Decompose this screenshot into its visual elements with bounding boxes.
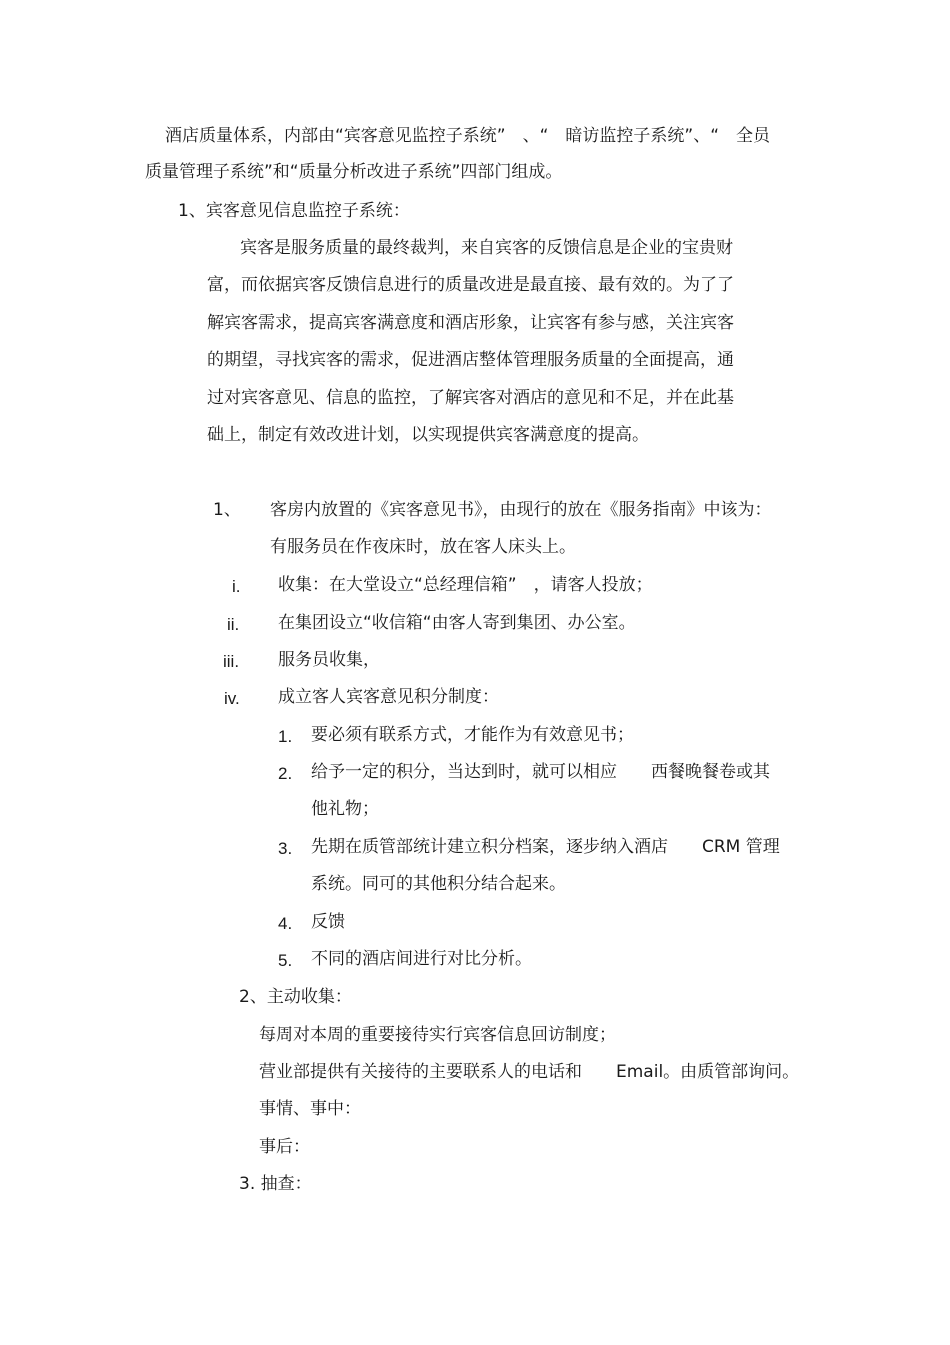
point-text-continued: 他礼物； <box>311 799 379 819</box>
sub-item-text: 在集团设立“收信箱“由客人寄到集团、办公室。 <box>278 613 636 633</box>
point-text-continued: 系统。同可的其他积分结合起来。 <box>311 874 566 894</box>
intro-line-2: 质量管理子系统”和“质量分析改进子系统”四部门组成。 <box>145 162 563 182</box>
sub-item-text: 收集：在大堂设立“总经理信箱” ，请客人投放； <box>278 575 653 595</box>
item-2-line: 每周对本周的重要接待实行宾客信息回访制度； <box>259 1025 616 1045</box>
sub-item-number: i. <box>232 577 241 596</box>
sub-item-number: iv. <box>224 689 240 708</box>
item-1-number: 1、 <box>213 500 241 520</box>
item-2-line: 营业部提供有关接待的主要联系人的电话和 Email。由质管部询问。 <box>259 1062 800 1082</box>
sub-item-number: iii. <box>223 652 240 671</box>
point-text: 给予一定的积分，当达到时，就可以相应 西餐晚餐卷或其 <box>311 762 770 782</box>
point-text: 不同的酒店间进行对比分析。 <box>311 949 532 969</box>
point-text: 要必须有联系方式，才能作为有效意见书； <box>311 725 634 745</box>
item-1-line-1: 客房内放置的《宾客意见书》，由现行的放在《服务指南》中该为： <box>270 500 772 520</box>
point-number: 1. <box>278 727 293 746</box>
point-text: 反馈 <box>311 912 345 932</box>
intro-line-1: 酒店质量体系，内部由“宾客意见监控子系统” 、“ 暗访监控子系统”、“ 全员 <box>165 126 771 146</box>
section-1-heading: 1、宾客意见信息监控子系统： <box>178 201 410 221</box>
section-1-para-line-6: 础上，制定有效改进计划，以实现提供宾客满意度的提高。 <box>207 425 649 445</box>
item-2-line: 事后： <box>259 1137 310 1157</box>
item-1-line-2: 有服务员在作夜床时，放在客人床头上。 <box>270 537 576 557</box>
section-1-para-line-4: 的期望，寻找宾客的需求，促进酒店整体管理服务质量的全面提高，通 <box>207 350 734 370</box>
item-2-heading: 2、主动收集： <box>239 987 352 1007</box>
point-number: 4. <box>278 914 293 933</box>
sub-item-text: 成立客人宾客意见积分制度： <box>278 687 499 707</box>
point-number: 5. <box>278 951 293 970</box>
section-1-para-line-5: 过对宾客意见、信息的监控，了解宾客对酒店的意见和不足，并在此基 <box>207 388 734 408</box>
point-number: 2. <box>278 764 293 783</box>
sub-item-text: 服务员收集， <box>278 650 380 670</box>
section-1-para-line-3: 解宾客需求，提高宾客满意度和酒店形象，让宾客有参与感，关注宾客 <box>207 313 734 333</box>
item-3-heading: 3. 抽查： <box>239 1174 312 1194</box>
section-1-para-line-1: 宾客是服务质量的最终裁判，来自宾客的反馈信息是企业的宝贵财 <box>240 238 733 258</box>
point-number: 3. <box>278 839 293 858</box>
item-2-line: 事情、事中： <box>259 1099 361 1119</box>
section-1-para-line-2: 富，而依据宾客反馈信息进行的质量改进是最直接、最有效的。为了了 <box>207 275 734 295</box>
point-text: 先期在质管部统计建立积分档案，逐步纳入酒店 CRM 管理 <box>311 837 780 857</box>
sub-item-number: ii. <box>227 615 240 634</box>
